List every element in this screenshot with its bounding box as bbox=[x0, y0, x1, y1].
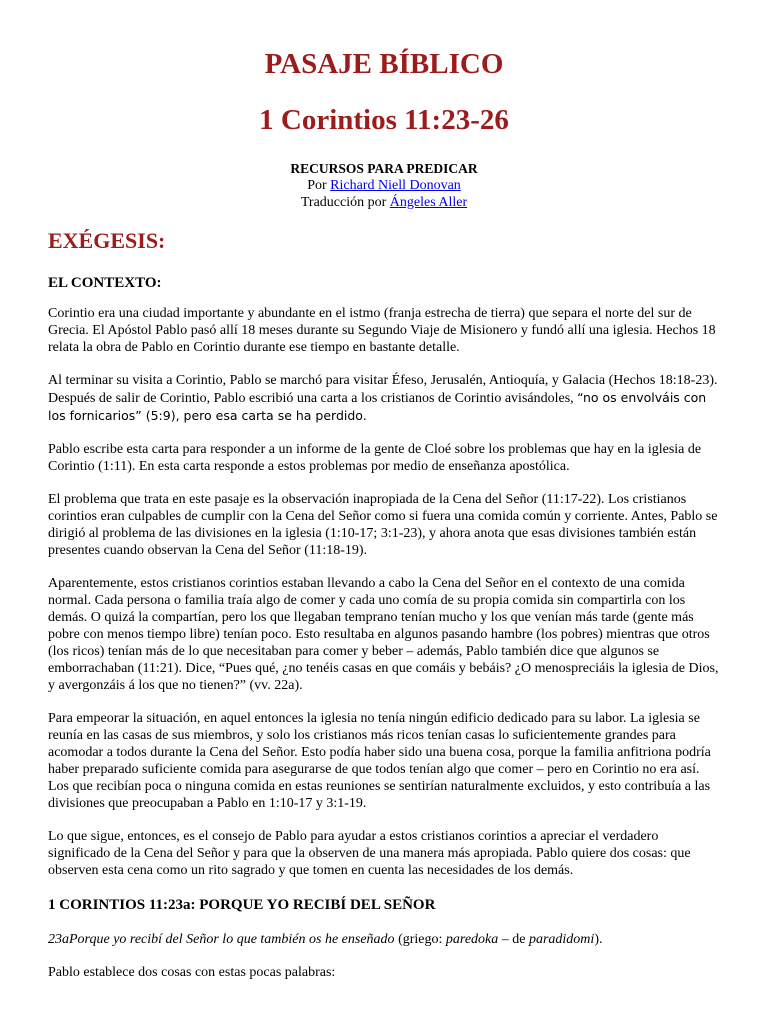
verse-text: 23aPorque yo recibí del Señor lo que también os he enseñado bbox=[48, 932, 395, 947]
paragraph-3: Pablo escribe esta carta para responder a un informe de la gente de Cloé sobre los problemas que hay en la iglesia de Corintio (1:11). En esta carta responde a estos problemas por medio de enseñanza apostólica. bbox=[48, 442, 702, 474]
paragraph-6: Para empeorar la situación, en aquel entonces la iglesia no tenía ningún edificio dedicado para su labor. La iglesia se reunía en las casas de sus miembros, y solo los cristianos más ricos tenían casas lo suficientemente grandes para acomodar a todos durante la Cena del Señor. Esto podía haber sido una buena cosa, porque la familia anfitriona podría haber preparado suficiente comida para asegurarse de que todos tenían algo que comer – pero en Corintio no era así. Los que recibían poca o ninguna comida en estas reuniones se sentirían naturalmente excluidos, y esto contribuía a las divisiones que preocupaban a Pablo en 1:10-17 y 3:1-19. bbox=[48, 711, 711, 811]
greek-word-paredoka: paredoka bbox=[445, 932, 499, 947]
greek-suffix: ). bbox=[594, 932, 603, 947]
paragraph-2 bbox=[48, 372, 720, 425]
translator-line bbox=[48, 194, 720, 211]
translator-link[interactable]: Ángeles Aller bbox=[389, 195, 468, 210]
paragraph-1: Corintio era una ciudad importante y abundante en el istmo (franja estrecha de tierra) que separa el norte del sur de Grecia. El Apóstol Pablo pasó allí 18 meses durante su Segundo Viaje de Misionero y fundó allí una iglesia. Hechos 18 relata la obra de Pablo en Corintio durante ese tiempo en bastante detalle. bbox=[48, 306, 716, 355]
passage-reference: 1 Corintios 11:23-26 bbox=[259, 104, 509, 136]
paragraph-4: El problema que trata en este pasaje es la observación inapropiada de la Cena del Señor (11:17-22). Los cristianos corintios eran culpables de cumplir con la Cena del Señor como si fuera una comida común y corriente. Antes, Pablo se dirigió al problema de las divisiones en la iglesia (1:10-17; 3:1-23), y ahora anota que esas divisiones también están presentes cuando observan la Cena del Señor (11:18-19). bbox=[48, 492, 718, 558]
page-title: PASAJE BÍBLICO bbox=[264, 48, 504, 80]
paragraph-2-quote: “no os envolváis con los fornicarios” (5:9), pero esa carta se ha perdido. bbox=[48, 390, 707, 423]
greek-prefix: (griego: bbox=[394, 932, 446, 947]
greek-word-paradidomi: paradidomi bbox=[528, 932, 595, 947]
last-paragraph: Pablo establece dos cosas con estas pocas palabras: bbox=[48, 965, 336, 980]
context-heading: EL CONTEXTO: bbox=[48, 275, 162, 291]
paragraph-5: Aparentemente, estos cristianos corintios estaban llevando a cabo la Cena del Señor en el contexto de una comida normal. Cada persona o familia traía algo de comer y cada uno comía de su propia comida sin compartirla con los demás. O quizá la compartían, pero los que llegaban temprano tenían mucho y los que venían más tarde (gente más pobre con menos tiempo libre) tenían poco. Esto resultaba en algunos pasando hambre (los pobres) mientras que otros (los ricos) tenían más de lo que necesitaban para comer y beber – además, Pablo también dice que algunos se emborrachaban (11:21). Dice, “Pues qué, ¿no tenéis casas en que comáis y bebáis? ¿O menospreciáis la iglesia de Dios, y avergonzáis á los que no tienen?” (vv. 22a). bbox=[48, 576, 719, 693]
paragraph-2-text: Al terminar su visita a Corintio, Pablo se marchó para visitar Éfeso, Jerusalén, Antioquía, y Galacia (Hechos 18:18-23). Después de salir de Corintio, Pablo escribió una carta a los cristianos de Corintio avisándoles, bbox=[48, 373, 718, 406]
exegesis-heading: EXÉGESIS: bbox=[48, 228, 166, 253]
greek-separator: – de bbox=[498, 932, 529, 947]
author-line bbox=[48, 177, 720, 194]
by-prefix: Por bbox=[307, 178, 331, 193]
verse-line bbox=[48, 931, 720, 948]
section-heading: 1 CORINTIOS 11:23a: PORQUE YO RECIBÍ DEL SEÑOR bbox=[48, 897, 436, 913]
resources-label: RECURSOS PARA PREDICAR bbox=[290, 161, 478, 176]
translation-prefix: Traducción por bbox=[300, 195, 390, 210]
author-link[interactable]: Richard Niell Donovan bbox=[330, 178, 461, 193]
paragraph-7: Lo que sigue, entonces, es el consejo de Pablo para ayudar a estos cristianos corintios a apreciar el verdadero significado de la Cena del Señor y para que la observen de una manera más apropiada. Pablo quiere dos cosas: que observen esta cena como un rito sagrado y que tomen en cuenta las necesidades de los demás. bbox=[48, 829, 691, 878]
credits-block bbox=[48, 160, 720, 211]
